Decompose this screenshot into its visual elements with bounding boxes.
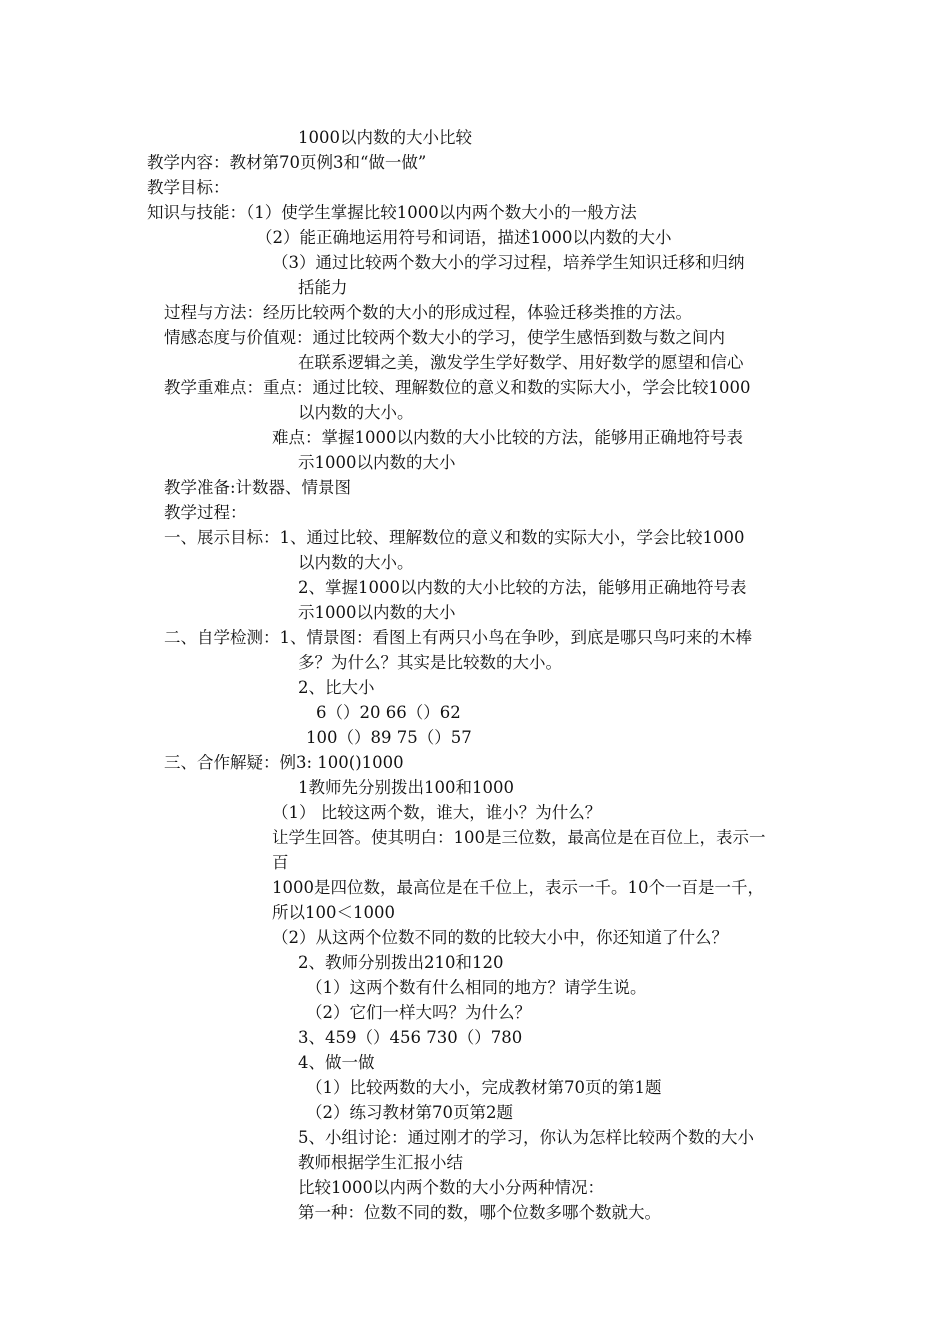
doc-line-thousand-explain: 1000是四位数，最高位是在千位上，表示一千。10个一百是一千，	[272, 878, 764, 897]
doc-line-knowledge-skill: 知识与技能：（1）使学生掌握比较1000以内两个数大小的一般方法	[147, 203, 637, 222]
doc-line-key-points-cont: 以内数的大小。	[298, 403, 414, 422]
doc-line-step-3: 3、459（）456 730（）780	[298, 1028, 523, 1047]
doc-line-section-1: 一、展示目标：1、通过比较、理解数位的意义和数的实际大小，学会比较1000	[164, 528, 745, 547]
doc-line-student-answer: 让学生回答。使其明白：100是三位数，最高位是在百位上，表示一	[272, 828, 766, 847]
doc-line-student-answer-cont: 百	[272, 853, 289, 872]
doc-line-summary-case-1: 第一种：位数不同的数，哪个位数多哪个数就大。	[298, 1203, 661, 1222]
doc-line-section-1-item-2: 2、掌握1000以内数的大小比较的方法，能够用正确地符号表	[298, 578, 747, 597]
doc-line-step-4-q2: （2）练习教材第70页第2题	[306, 1103, 513, 1122]
doc-line-step-1-q1: （1） 比较这两个数，谁大，谁小？为什么？	[272, 803, 602, 822]
doc-line-step-2-q1: （1）这两个数有什么相同的地方？请学生说。	[306, 978, 647, 997]
doc-line-section-1-item-2-cont: 示1000以内数的大小	[298, 603, 456, 622]
doc-line-difficulty: 难点：掌握1000以内数的大小比较的方法，能够用正确地符号表	[272, 428, 743, 447]
doc-line-step-1: 1教师先分别拨出100和1000	[298, 778, 514, 797]
doc-line-step-5: 5、小组讨论：通过刚才的学习，你认为怎样比较两个数的大小	[298, 1128, 754, 1147]
doc-line-summary: 比较1000以内两个数的大小分两种情况：	[298, 1178, 604, 1197]
doc-line-teaching-goals: 教学目标：	[147, 178, 230, 197]
doc-title: 1000以内数的大小比较	[298, 128, 472, 147]
doc-line-goal-3: （3）通过比较两个数大小的学习过程，培养学生知识迁移和归纳	[272, 253, 745, 272]
doc-line-step-4: 4、做一做	[298, 1053, 375, 1072]
doc-line-goal-2: （2）能正确地运用符号和词语，描述1000以内数的大小	[256, 228, 672, 247]
doc-line-key-points: 教学重难点：重点：通过比较、理解数位的意义和数的实际大小，学会比较1000	[164, 378, 751, 397]
doc-line-compare-heading: 2、比大小	[298, 678, 375, 697]
doc-line-summary-intro: 教师根据学生汇报小结	[298, 1153, 463, 1172]
doc-line-section-2: 二、自学检测：1、情景图：看图上有两只小鸟在争吵，到底是哪只鸟叼来的木棒	[164, 628, 752, 647]
doc-line-difficulty-cont: 示1000以内数的大小	[298, 453, 456, 472]
doc-line-attitude: 情感态度与价值观：通过比较两个数大小的学习，使学生感悟到数与数之间内	[164, 328, 725, 347]
doc-line-goal-3-cont: 括能力	[298, 278, 348, 297]
doc-line-preparation: 教学准备:计数器、情景图	[164, 478, 352, 497]
doc-line-compare-row-1: 6（）20 66（）62	[316, 703, 461, 722]
doc-line-thousand-explain-cont: 所以100＜1000	[272, 903, 395, 922]
doc-line-teaching-process: 教学过程：	[164, 503, 247, 522]
doc-line-step-4-q1: （1）比较两数的大小，完成教材第70页的第1题	[306, 1078, 662, 1097]
doc-line-step-1-q2: （2）从这两个位数不同的数的比较大小中，你还知道了什么？	[272, 928, 728, 947]
doc-line-compare-row-2: 100（）89 75（）57	[306, 728, 472, 747]
doc-line-attitude-cont: 在联系逻辑之美，激发学生学好数学、用好数学的愿望和信心	[298, 353, 744, 372]
doc-line-step-2-q2: （2）它们一样大吗？为什么？	[306, 1003, 531, 1022]
doc-line-teaching-content: 教学内容：教材第70页例3和“做一做”	[147, 153, 427, 172]
doc-line-process-method: 过程与方法：经历比较两个数的大小的形成过程，体验迁移类推的方法。	[164, 303, 692, 322]
doc-line-step-2: 2、教师分别拨出210和120	[298, 953, 504, 972]
doc-line-section-3: 三、合作解疑：例3: 100()1000	[164, 753, 404, 772]
doc-line-section-1-cont: 以内数的大小。	[298, 553, 414, 572]
doc-line-section-2-cont: 多？为什么？其实是比较数的大小。	[298, 653, 562, 672]
